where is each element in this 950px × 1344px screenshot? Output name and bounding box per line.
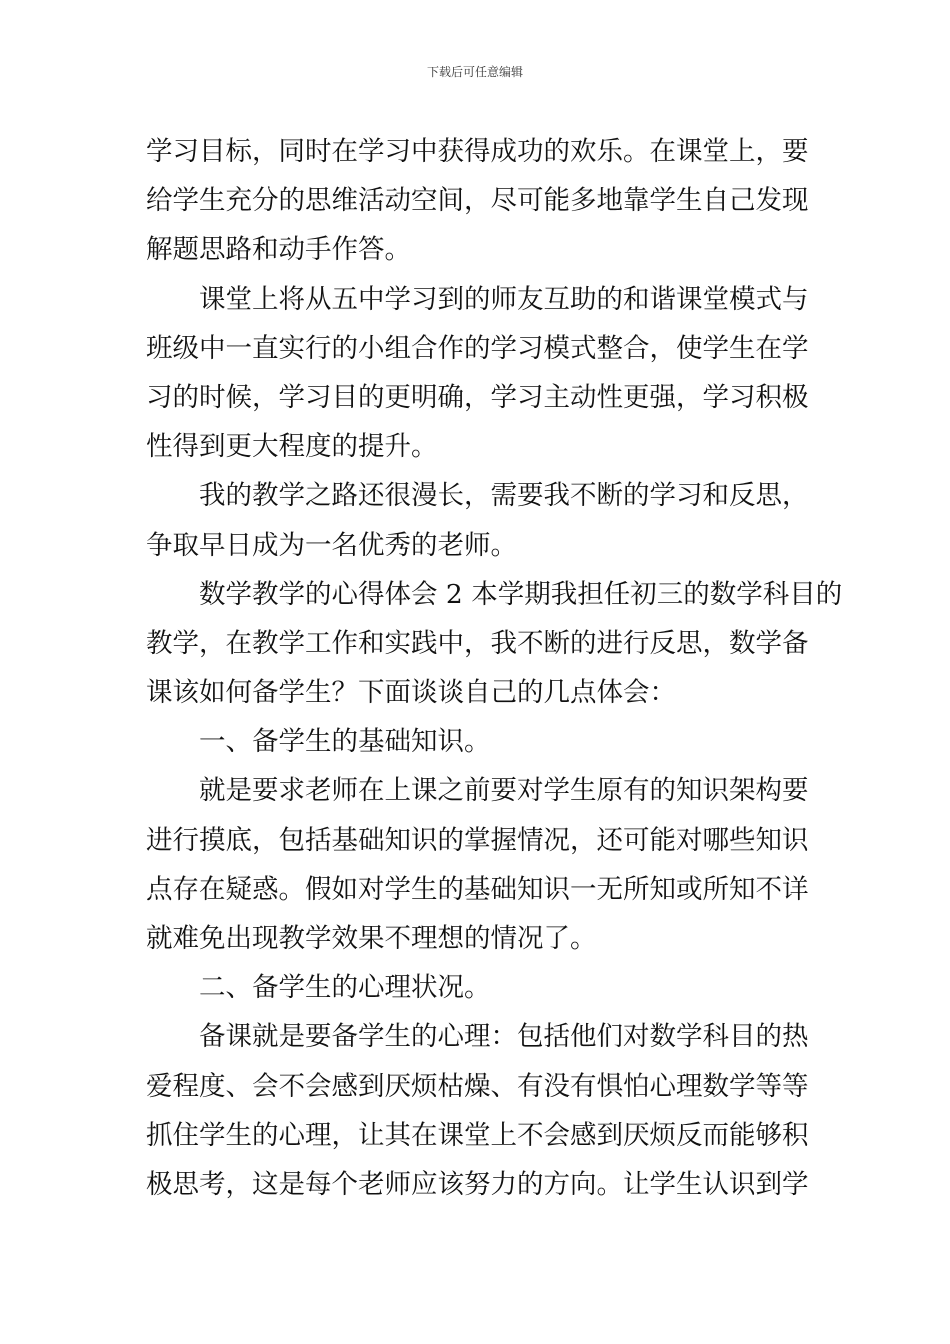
text-line: 争取早日成为一名优秀的老师。 <box>146 529 517 561</box>
text-line: 备课就是要备学生的心理：包括他们对数学科目的热 <box>199 1021 809 1053</box>
text-line: 班级中一直实行的小组合作的学习模式整合，使学生在学 <box>146 332 809 364</box>
text-line: 教学，在教学工作和实践中，我不断的进行反思，数学备 <box>146 627 809 659</box>
text-line: 爱程度、会不会感到厌烦枯燥、有没有惧怕心理数学等等 <box>146 1070 809 1102</box>
document-body <box>146 127 843 1209</box>
text-line: 点存在疑惑。假如对学生的基础知识一无所知或所知不详 <box>146 873 809 905</box>
text-line: 习的时候，学习目的更明确，学习主动性更强，学习积极 <box>146 381 809 413</box>
text-line: 解题思路和动手作答。 <box>146 234 411 266</box>
text-line: 性得到更大程度的提升。 <box>146 431 438 463</box>
text-line: 抓住学生的心理，让其在课堂上不会感到厌烦反而能够积 <box>146 1119 809 1151</box>
text-line: 学习目标，同时在学习中获得成功的欢乐。在课堂上，要 <box>146 136 809 167</box>
text-line: 数学教学的心得体会 2 本学期我担任初三的数学科目的 <box>199 578 843 610</box>
text-line: 就是要求老师在上课之前要对学生原有的知识架构要 <box>199 775 809 807</box>
text-line: 课该如何备学生？下面谈谈自己的几点体会： <box>146 677 676 709</box>
text-line: 就难免出现教学效果不理想的情况了。 <box>146 923 597 954</box>
text-line: 给学生充分的思维活动空间，尽可能多地靠学生自己发现 <box>146 185 809 217</box>
text-line: 极思考，这是每个老师应该努力的方向。让学生认识到学 <box>146 1168 809 1200</box>
text-line: 二、备学生的心理状况。 <box>199 972 491 1004</box>
text-line: 一、备学生的基础知识。 <box>199 726 491 758</box>
text-line: 课堂上将从五中学习到的师友互助的和谐课堂模式与 <box>199 283 809 315</box>
page-header-note: 下载后可任意编辑 <box>426 65 523 79</box>
text-line: 我的教学之路还很漫长，需要我不断的学习和反思， <box>199 480 809 512</box>
text-line: 进行摸底，包括基础知识的掌握情况，还可能对哪些知识 <box>146 824 809 856</box>
